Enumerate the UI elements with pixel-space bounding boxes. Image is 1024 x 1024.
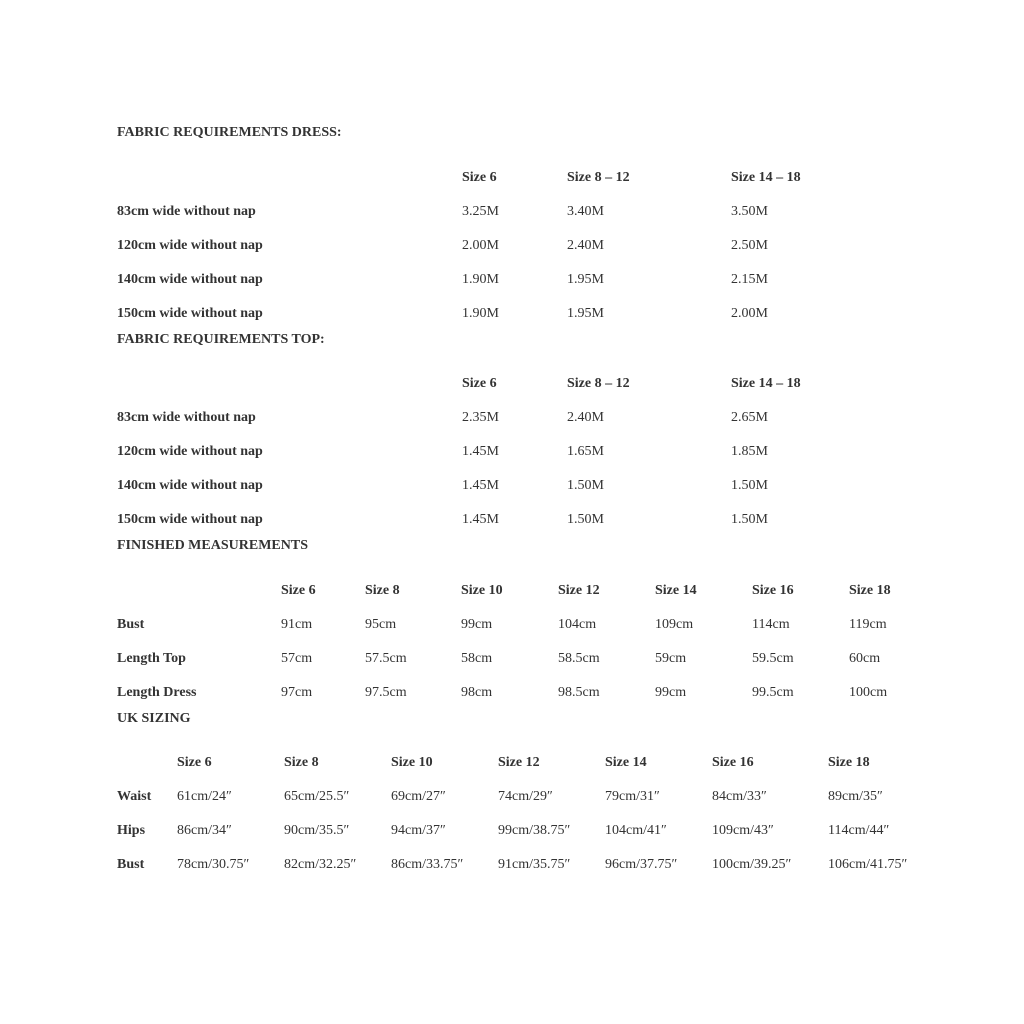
- uk-cell: 100cm/39.25″: [712, 857, 792, 872]
- uk-cell: 109cm/43″: [712, 823, 774, 838]
- uk-cell: 94cm/37″: [391, 823, 446, 838]
- top-cell: 2.35M: [462, 410, 499, 425]
- dress-header-size-14-18: Size 14 – 18: [731, 170, 801, 185]
- finished-cell: 59.5cm: [752, 651, 794, 666]
- uk-cell: 89cm/35″: [828, 789, 883, 804]
- uk-cell: 82cm/32.25″: [284, 857, 357, 872]
- finished-header: Size 10: [461, 583, 503, 598]
- top-cell: 1.65M: [567, 444, 604, 459]
- uk-cell: 79cm/31″: [605, 789, 660, 804]
- dress-cell: 3.50M: [731, 204, 768, 219]
- dress-cell: 1.90M: [462, 306, 499, 321]
- uk-header: Size 14: [605, 755, 647, 770]
- finished-cell: 58.5cm: [558, 651, 600, 666]
- top-header-size-6: Size 6: [462, 376, 497, 391]
- uk-section-title: UK SIZING: [117, 711, 191, 726]
- top-header-size-14-18: Size 14 – 18: [731, 376, 801, 391]
- top-cell: 1.50M: [731, 478, 768, 493]
- dress-row-label: 150cm wide without nap: [117, 306, 263, 321]
- uk-cell: 78cm/30.75″: [177, 857, 250, 872]
- dress-cell: 3.40M: [567, 204, 604, 219]
- finished-header: Size 6: [281, 583, 316, 598]
- finished-row-label: Bust: [117, 617, 145, 632]
- uk-row-label: Bust: [117, 857, 145, 872]
- finished-cell: 119cm: [849, 617, 887, 632]
- dress-cell: 2.50M: [731, 238, 768, 253]
- uk-row-label: Hips: [117, 823, 146, 838]
- dress-cell: 2.15M: [731, 272, 768, 287]
- finished-header: Size 18: [849, 583, 891, 598]
- dress-cell: 1.95M: [567, 272, 604, 287]
- uk-cell: 65cm/25.5″: [284, 789, 350, 804]
- uk-cell: 69cm/27″: [391, 789, 446, 804]
- dress-cell: 2.40M: [567, 238, 604, 253]
- dress-cell: 1.90M: [462, 272, 499, 287]
- dress-section-title: FABRIC REQUIREMENTS DRESS:: [117, 125, 342, 140]
- finished-header: Size 14: [655, 583, 697, 598]
- uk-cell: 86cm/34″: [177, 823, 232, 838]
- uk-header: Size 8: [284, 755, 319, 770]
- finished-cell: 60cm: [849, 651, 881, 666]
- top-cell: 1.45M: [462, 444, 499, 459]
- uk-cell: 86cm/33.75″: [391, 857, 464, 872]
- top-row-label: 83cm wide without nap: [117, 410, 256, 425]
- finished-cell: 97.5cm: [365, 685, 407, 700]
- finished-cell: 59cm: [655, 651, 687, 666]
- uk-cell: 91cm/35.75″: [498, 857, 571, 872]
- finished-row-label: Length Dress: [117, 685, 197, 700]
- finished-cell: 114cm: [752, 617, 790, 632]
- finished-cell: 91cm: [281, 617, 313, 632]
- finished-cell: 98cm: [461, 685, 493, 700]
- top-cell: 2.65M: [731, 410, 768, 425]
- top-cell: 1.85M: [731, 444, 768, 459]
- uk-cell: 114cm/44″: [828, 823, 890, 838]
- uk-row-label: Waist: [117, 789, 152, 804]
- finished-cell: 104cm: [558, 617, 597, 632]
- uk-header: Size 18: [828, 755, 870, 770]
- dress-header-size-8-12: Size 8 – 12: [567, 170, 630, 185]
- dress-header-size-6: Size 6: [462, 170, 497, 185]
- dress-row-label: 83cm wide without nap: [117, 204, 256, 219]
- uk-header: Size 12: [498, 755, 540, 770]
- top-cell: 1.50M: [567, 512, 604, 527]
- top-header-size-8-12: Size 8 – 12: [567, 376, 630, 391]
- finished-cell: 99cm: [461, 617, 493, 632]
- dress-row-label: 140cm wide without nap: [117, 272, 263, 287]
- uk-cell: 90cm/35.5″: [284, 823, 350, 838]
- dress-cell: 2.00M: [462, 238, 499, 253]
- top-section-title: FABRIC REQUIREMENTS TOP:: [117, 332, 325, 347]
- finished-cell: 95cm: [365, 617, 397, 632]
- top-cell: 2.40M: [567, 410, 604, 425]
- top-cell: 1.50M: [731, 512, 768, 527]
- dress-cell: 3.25M: [462, 204, 499, 219]
- uk-cell: 84cm/33″: [712, 789, 767, 804]
- finished-header: Size 16: [752, 583, 794, 598]
- finished-cell: 97cm: [281, 685, 313, 700]
- dress-cell: 1.95M: [567, 306, 604, 321]
- dress-cell: 2.00M: [731, 306, 768, 321]
- top-cell: 1.45M: [462, 478, 499, 493]
- uk-cell: 96cm/37.75″: [605, 857, 678, 872]
- top-row-label: 140cm wide without nap: [117, 478, 263, 493]
- uk-cell: 74cm/29″: [498, 789, 553, 804]
- uk-cell: 104cm/41″: [605, 823, 667, 838]
- finished-header: Size 12: [558, 583, 600, 598]
- uk-header: Size 6: [177, 755, 212, 770]
- top-cell: 1.45M: [462, 512, 499, 527]
- top-cell: 1.50M: [567, 478, 604, 493]
- finished-cell: 100cm: [849, 685, 888, 700]
- uk-cell: 106cm/41.75″: [828, 857, 908, 872]
- finished-cell: 109cm: [655, 617, 694, 632]
- finished-row-label: Length Top: [117, 651, 186, 666]
- finished-cell: 99cm: [655, 685, 687, 700]
- finished-cell: 58cm: [461, 651, 493, 666]
- dress-row-label: 120cm wide without nap: [117, 238, 263, 253]
- uk-header: Size 10: [391, 755, 433, 770]
- finished-cell: 98.5cm: [558, 685, 600, 700]
- finished-section-title: FINISHED MEASUREMENTS: [117, 538, 308, 553]
- finished-cell: 57cm: [281, 651, 313, 666]
- finished-cell: 57.5cm: [365, 651, 407, 666]
- top-row-label: 150cm wide without nap: [117, 512, 263, 527]
- uk-cell: 99cm/38.75″: [498, 823, 571, 838]
- finished-cell: 99.5cm: [752, 685, 794, 700]
- finished-header: Size 8: [365, 583, 400, 598]
- top-row-label: 120cm wide without nap: [117, 444, 263, 459]
- uk-header: Size 16: [712, 755, 754, 770]
- uk-cell: 61cm/24″: [177, 789, 232, 804]
